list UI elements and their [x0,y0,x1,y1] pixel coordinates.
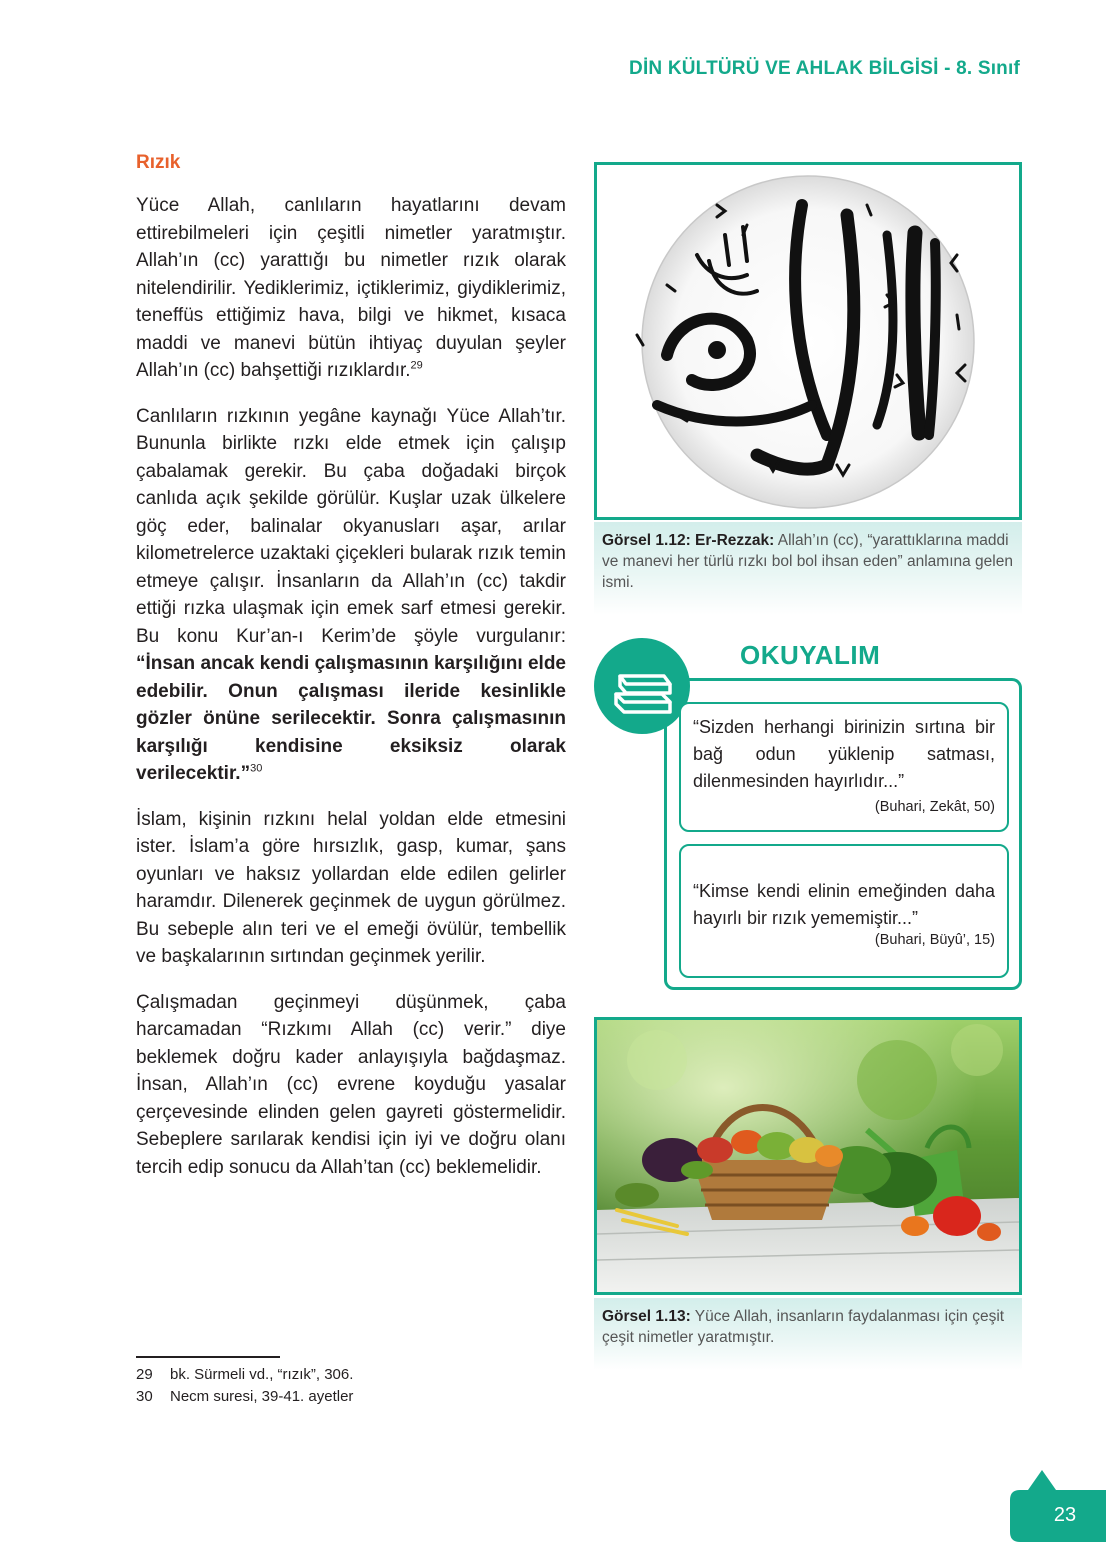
books-icon [592,636,692,736]
paragraph-4: Çalışmadan geçinmeyi düşünmek, çaba harcamadan “Rızkımı Allah (cc) verir.” diye beklemek doğru kader anlayışıyla bağdaşmaz. İnsan, Allah’ın (cc) evrene koyduğu yasalar çerçevesinde elinden gelen gayreti göstermelidir. Sebeplere sarılarak kendisi için iyi ve doğru olanı tercih edip sonucu da Allah’tan (cc) beklemelidir. [136,991,566,1178]
quran-quote: “İnsan ancak kendi çalışmasının karşılığını elde edebilir. Onun çalışması ileride kesinlikle gözler önüne serilecektir. Sonra çalışmasının karşılığı kendisine eksiksiz olarak verilecektir.” [136,653,566,784]
hadith-quote-2 [679,844,1009,978]
page-number: 23 [1053,1504,1077,1526]
quote-2-source: (Buhari, Büyû’, 15) [874,932,995,948]
figure-1-13-caption: Görsel 1.13: Yüce Allah, insanların faydalanması için çeşit çeşit nimetler yaratmıştır. [594,1298,1022,1370]
footnote-divider [136,1356,280,1358]
quote-1-text: “Sizden herhangi birinizin sırtına bir bağ odun yüklenip satması, dilenmesinden hayırlıdır...” [693,717,995,791]
main-text-column [136,152,566,1199]
paragraph-3: İslam, kişinin rızkını helal yoldan elde etmesini ister. İslam’a göre hırsızlık, gasp, kumar, şans oyunları ve haksız yollardan elde edilen gelirler haramdır. Dilenerek geçinmek de uygun görülmez. Bu sebeple alın teri ve el emeği övülür, tembellik ve başkalarının sırtından geçinmek yerilir. [136,808,566,967]
hadith-quote-1 [679,702,1009,832]
quote-2-text: “Kimse kendi elinin emeğinden daha hayırlı bir rızık yememiştir...” [693,881,995,928]
paragraph-1: Yüce Allah, canlıların hayatlarını devam ettirebilmeleri için çeşitli nimetler yaratmıştır. Allah’ın (cc) yarattığı bu nimetler rızık olarak nitelendirilir. Yediklerimiz, içtiklerimiz, giydiklerimiz, teneffüs ettiğimiz hava, bilgi ve hikmet, kısaca maddi ve manevi bütün ihtiyaç duyulan şeyler Allah’ın (cc) bahşettiği rızıklardır.$^{29}$ [136,195,566,381]
section-title: Rızık [136,152,181,173]
footnote-ref-29[interactable]: 29 [410,359,423,372]
vegetable-basket-image [597,1020,1019,1292]
footnote-ref-30[interactable]: 30 [250,762,263,775]
calligraphy-figure [594,162,1022,520]
footnotes [136,1364,353,1408]
running-header: DİN KÜLTÜRÜ VE AHLAK BİLGİSİ - 8. Sınıf [629,58,1020,79]
quote-1-source: (Buhari, Zekât, 50) [874,799,995,815]
figure-1-12-caption: Görsel 1.12: Er-Rezzak: Allah’ın (cc), “yarattıklarına maddi ve manevi her türlü rızkı bol bol ihsan eden” anlamına gelen ismi. [594,522,1022,615]
er-rezzak-calligraphy-image [597,165,1019,517]
paragraph-2: Canlıların rızkının yegâne kaynağı Yüce Allah’tır. Bununla birlikte rızkı elde etmek için çalışıp çabalamak gerekir. Bu çaba doğadaki birçok canlıda açık şekilde görülür. Kuşlar uzak ülkelere göç eder, balinalar okyanusları aşar, arılar kilometrelerce uzaktaki çiçekleri bularak rızık temin etmeye çalışır. İnsanların da Allah’ın (cc) takdir ettiği rızka ulaşmak için emek sarf etmesi gerekir. Bu konu Kur’an-ı Kerim’de şöyle vurgulanır: “İnsan ancak kendi çalışmasının karşılığını elde edebilir. Onun çalışması ileride kesinlikle gözler önüne serilecektir. Sonra çalışmasının karşılığı kendisine eksiksiz olarak verilecektir.”$^{30}$ [136,405,566,784]
okuyalim-title: OKUYALIM [740,640,881,670]
footnote-30: 30 Necm suresi, 39-41. ayetler [136,1388,354,1405]
footnote-29: 29 bk. Sürmeli vd., “rızık”, 306. [136,1366,354,1383]
vegetable-basket-figure [594,1017,1022,1295]
